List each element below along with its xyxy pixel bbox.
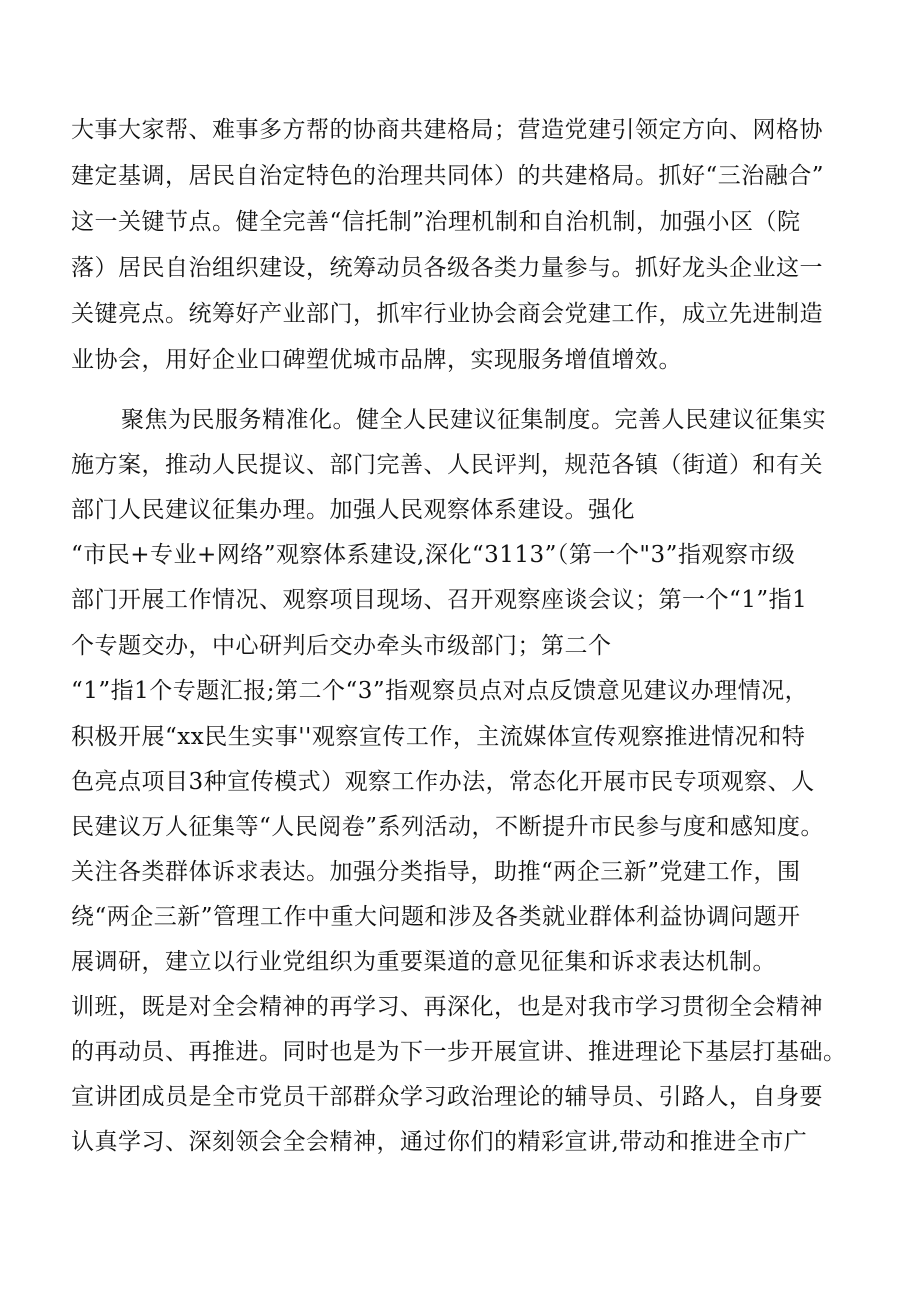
text-line: 积极开展“xx民生实事''观察宣传工作，主流媒体宣传观察推进情况和特 (71, 724, 806, 750)
text-line: 宣讲团成员是全市党员干部群众学习政治理论的辅导员、引路人，自身要 (71, 1084, 823, 1110)
text-line: 聚焦为民服务精准化。健全人民建议征集制度。完善人民建议征集实 (121, 407, 826, 433)
text-line: 业协会，用好企业口碑塑优城市品牌，实现服务增值增效。 (71, 347, 682, 373)
text-line: “市民+专业+网络”观察体系建设,深化“3113”（第一个"3”指观察市级 (71, 542, 796, 568)
text-line: 施方案，推动人民提议、部门完善、人民评判，规范各镇（街道）和有关 (71, 452, 823, 478)
text-line: 建定基调，居民自治定特色的治理共同体）的共建格局。抓好“三治融合” (71, 163, 825, 189)
text-line: 的再动员、再推进。同时也是为下一步开展宣讲、推进理论下基层打基础。 (71, 1039, 847, 1065)
text-line: “1”指1个专题汇报;第二个“3”指观察员点对点反馈意见建议办理情况， (71, 678, 809, 704)
text-line: 认真学习、深刻领会全会精神，通过你们的精彩宣讲,带动和推进全市广 (71, 1129, 808, 1155)
text-line: 训班，既是对全会精神的再学习、再深化，也是对我市学习贯彻全会精神 (71, 994, 823, 1020)
text-line: 关键亮点。统筹好产业部门，抓牢行业协会商会党建工作，成立先进制造 (71, 301, 823, 327)
text-line: 个专题交办，中心研判后交办牵头市级部门；第二个 (71, 633, 612, 659)
text-line: 关注各类群体诉求表达。加强分类指导，助推“两企三新”党建工作，围 (71, 859, 801, 885)
text-line: 绕“两企三新”管理工作中重大问题和涉及各类就业群体利益协调问题开 (71, 904, 801, 930)
text-line: 这一关键节点。健全完善“信托制”治理机制和自治机制，加强小区（院 (71, 209, 801, 235)
text-line: 大事大家帮、难事多方帮的协商共建格局；营造党建引领定方向、网格协 (71, 117, 823, 143)
text-line: 色亮点项目3种宣传模式）观察工作办法，常态化开展市民专项观察、人 (71, 769, 815, 795)
text-line: 部门人民建议征集办理。加强人民观察体系建设。强化 (71, 497, 635, 523)
text-line: 部门开展工作情况、观察项目现场、召开观察座谈会议；第一个“1”指1 (71, 587, 808, 613)
text-line: 民建议万人征集等“人民阅卷”系列活动，不断提升市民参与度和感知度。 (71, 814, 825, 840)
text-line: 落）居民自治组织建设，统筹动员各级各类力量参与。抓好龙头企业这一 (71, 255, 823, 281)
text-line: 展调研，建立以行业党组织为重要渠道的意见征集和诉求表达机制。 (71, 949, 776, 975)
